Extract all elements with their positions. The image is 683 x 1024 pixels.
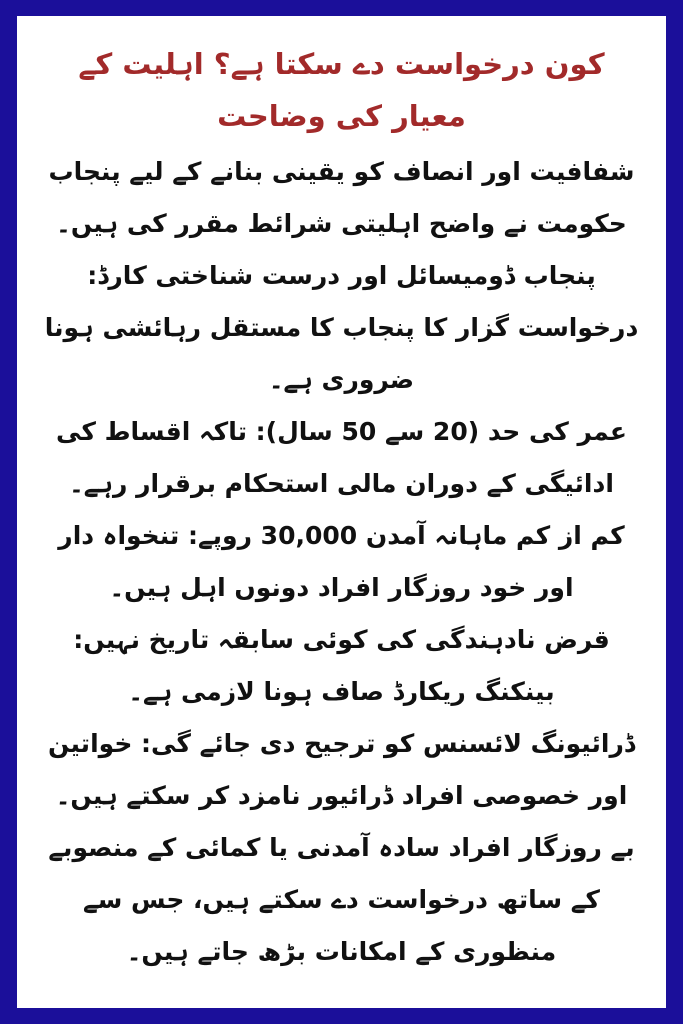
document-title: کون درخواست دے سکتا ہے؟ اہلیت کے معیار کی وضاحت [78, 47, 605, 133]
domicile-requirement: پنجاب ڈومیسائل اور درست شناختی کارڈ: درخواست گزار کا پنجاب کا مستقل رہائشی ہونا ضروری ہے۔ [44, 261, 639, 394]
income-requirement: کم از کم ماہانہ آمدن 30,000 روپے: تنخواہ دار اور خود روزگار افراد دونوں اہل ہیں۔ [58, 521, 625, 602]
unemployed-applicants-note: بے روزگار افراد سادہ آمدنی یا کمائی کے منصوبے کے ساتھ درخواست دے سکتے ہیں، جس سے منظوری کے امکانات بڑھ جاتے ہیں۔ [48, 833, 635, 966]
driving-license-preference: ڈرائیونگ لائسنس کو ترجیح دی جائے گی: خواتین اور خصوصی افراد ڈرائیور نامزد کر سکتے ہیں۔ [47, 729, 635, 810]
age-requirement: عمر کی حد (20 سے 50 سال): تاکہ اقساط کی ادائیگی کے دوران مالی استحکام برقرار رہے۔ [56, 417, 627, 498]
document-page [17, 16, 666, 1008]
intro-paragraph: شفافیت اور انصاف کو یقینی بنانے کے لیے پنجاب حکومت نے واضح اہلیتی شرائط مقرر کی ہیں۔ [48, 157, 635, 238]
credit-history-requirement: قرض نادہندگی کی کوئی سابقہ تاریخ نہیں: بینکنگ ریکارڈ صاف ہونا لازمی ہے۔ [73, 625, 610, 706]
